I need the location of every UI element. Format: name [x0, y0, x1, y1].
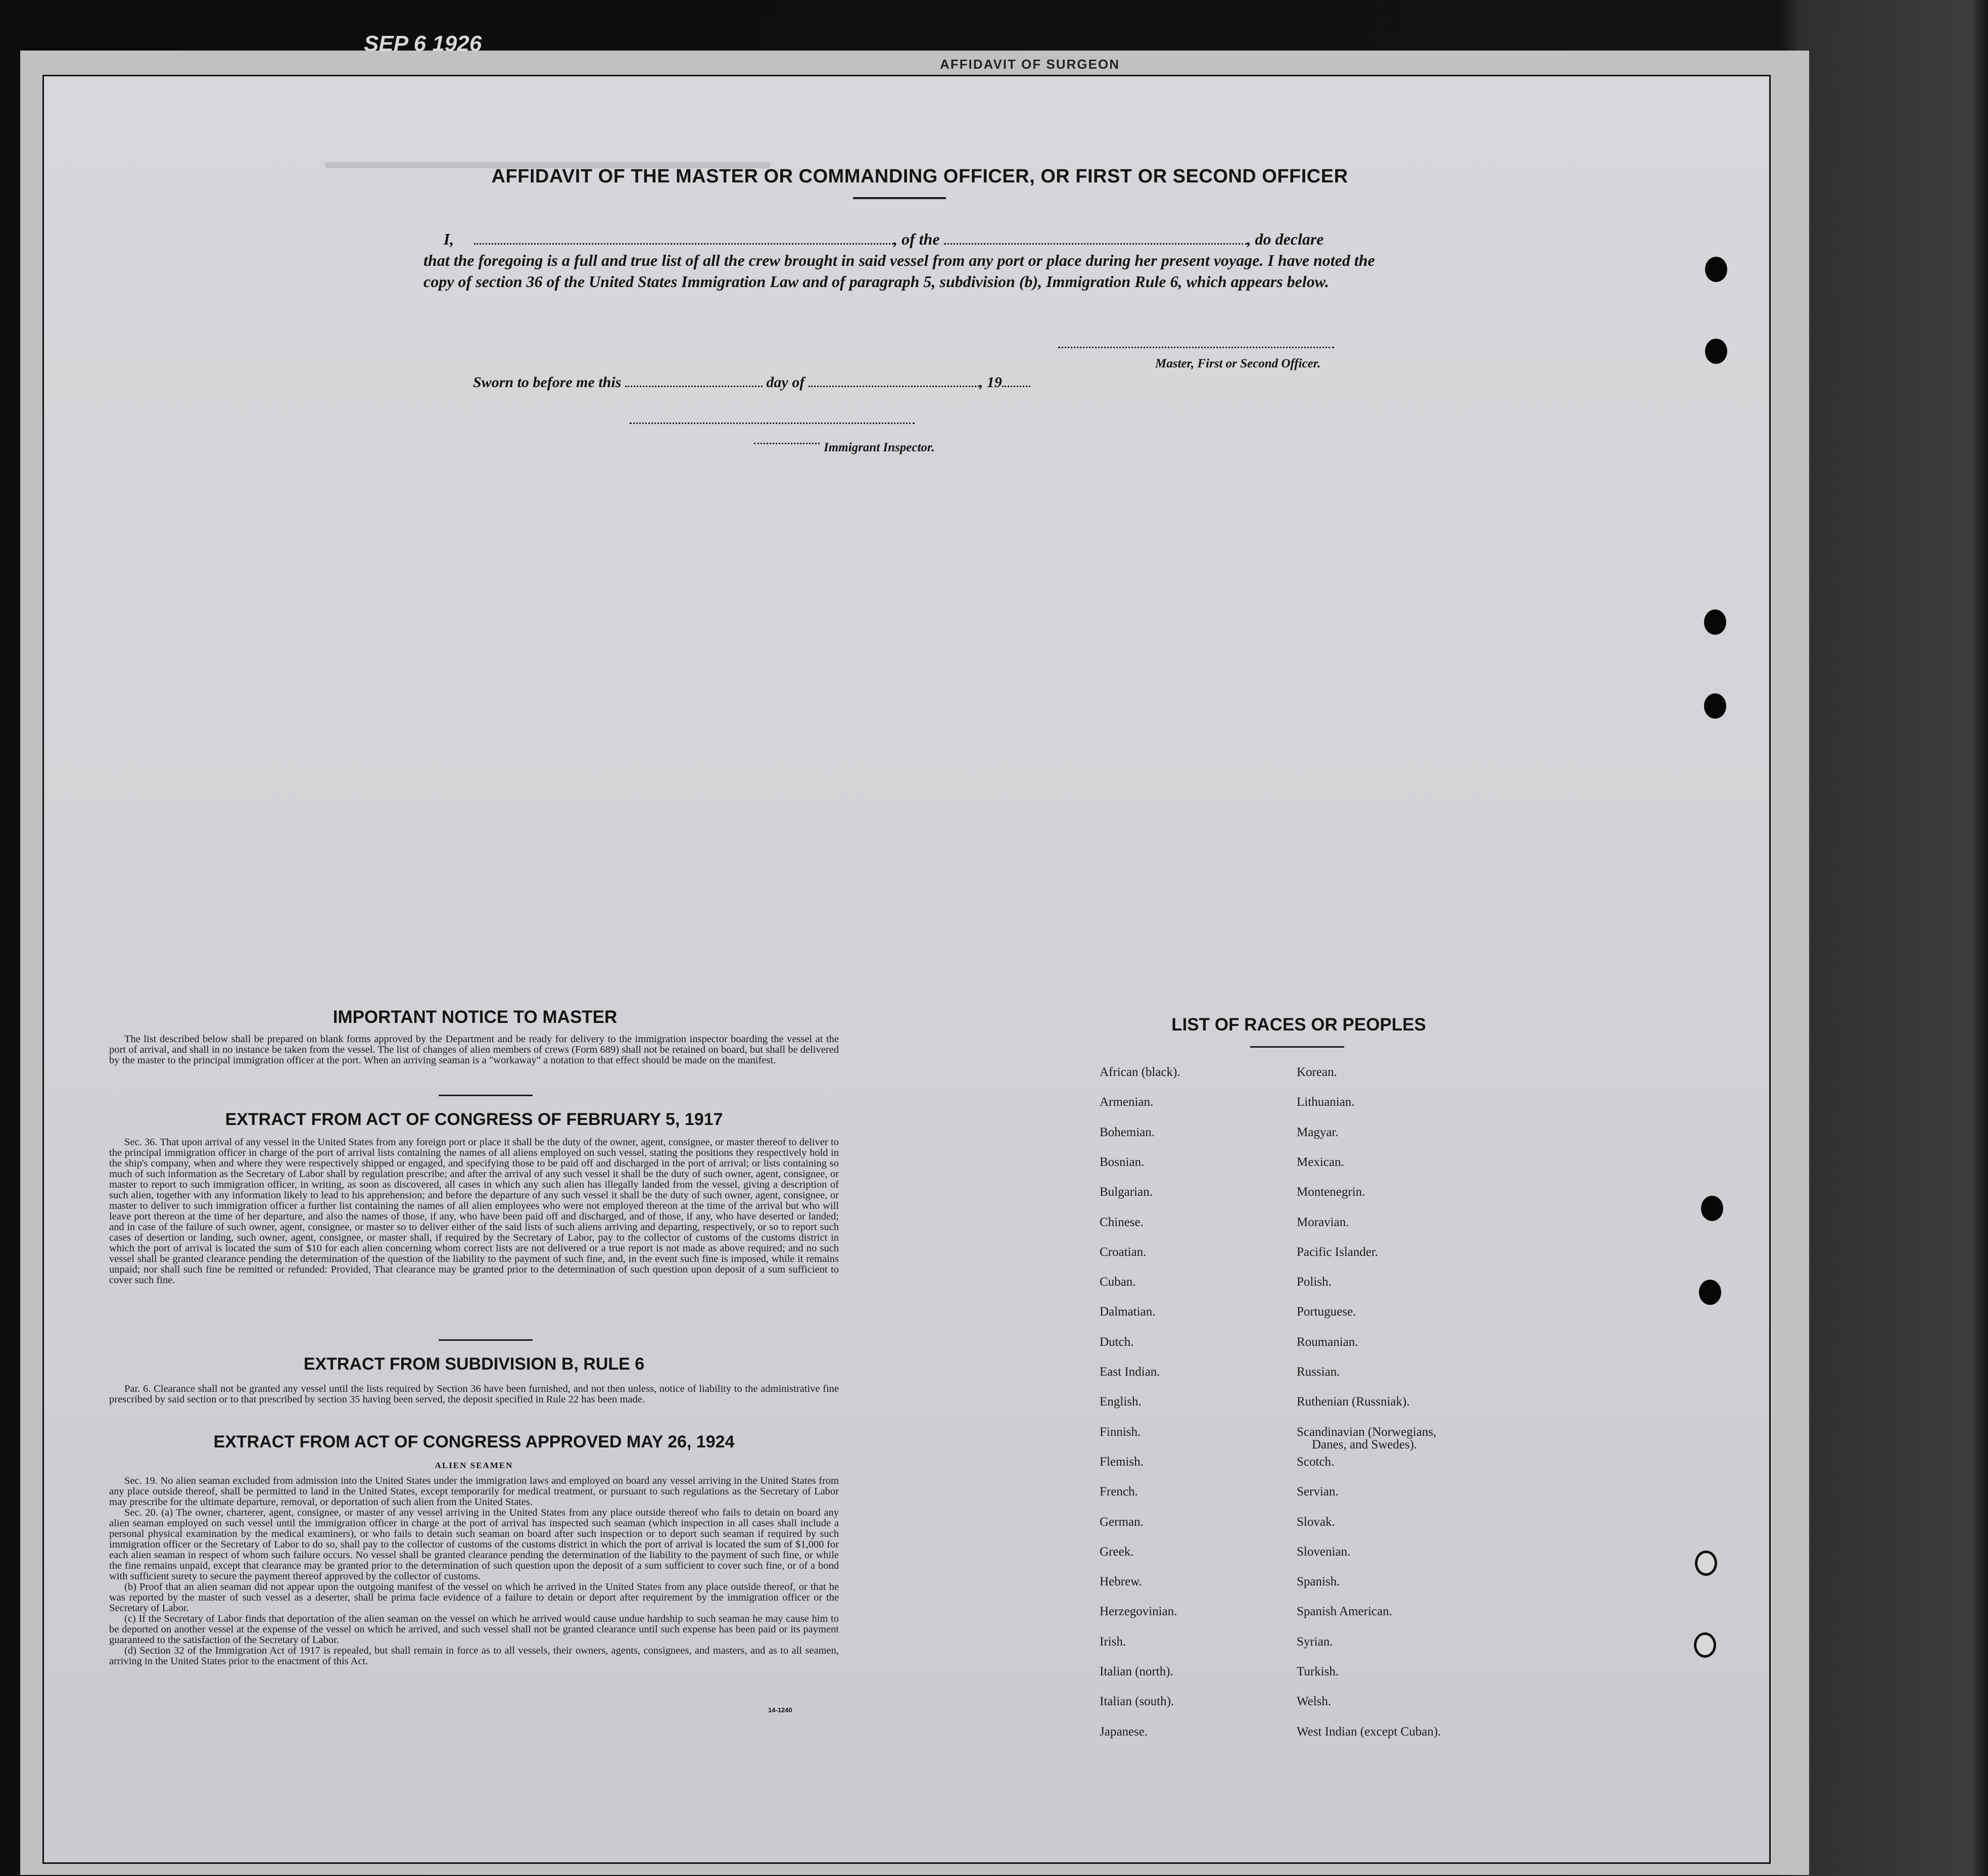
race-item: Pacific Islander. [1297, 1245, 1379, 1259]
inspector-short-line [754, 443, 820, 444]
extract-1924-text [109, 1476, 839, 1667]
paragraph-6: Par. 6. Clearance shall not be granted any vessel until the lists required by Section 36 have been furnished, and not then unless, notice of liability to the administrative fine prescribed by said section or to that prescribed by section 35 having been served, the deposit specified in Rule 22 has been made. [109, 1383, 839, 1405]
race-item: Scandinavian (Norwegians, [1297, 1425, 1437, 1439]
race-item: German. [1100, 1515, 1144, 1529]
declaration-declare: , do declare [1247, 230, 1324, 248]
race-item: Herzegovinian. [1100, 1605, 1177, 1618]
section-36-paragraph: Sec. 36. That upon arrival of any vessel in the United States from any foreign port or place it shall be the duty of the owner, agent, consignee, or master thereof to deliver to the principal immigration officer in charge of the port of arrival lists containing the names of all aliens employed on such vessel, stating the positions they respectively hold in the ship's company, when and where they were respectively shipped or engaged, and specifying those to be paid off and discharged in the port of arrival; or lists containing so much of such information as the Secretary of Labor shall by regulation prescribe; and after the arrival of any such vessel it shall be the duty of such owner, agent, consignee, or master to report to such immigration officer, in writing, as soon as discovered, all cases in which any such alien has illegally landed from the vessel, giving a description of such alien, together with any information likely to lead to his apprehension; and before the departure of any such vessel it shall be the duty of such owner, agent, consignee, or master to deliver to such immigration officer a further list containing the names of all alien employees who were not employed thereon at the time of the arrival but who will leave port thereon at the time of her departure, and also the names of those, if any, who have been paid off and discharged, and of those, if any, who have deserted or landed; and in case of the failure of such owner, agent, consignee, or master so to deliver either of the said lists of such aliens arriving and departing, respectively, or so to report such cases of desertion or landing, such owner, agent, consignee, or master shall, if required by the Secretary of Labor, pay to the collector of customs of the customs district in which the port of arrival is located the sum of $10 for each alien concerning whom correct lists are not delivered or a true report is not made as above required; and no such vessel shall be granted clearance pending the determination of the question of the liability to the payment of such fine, and, in the event such fine is imposed, while it remains unpaid; nor shall such fine be remitted or refunded: Provided, That clearance may be granted prior to the determination of such question upon deposit of a sum sufficient to cover such fine. [109, 1137, 839, 1286]
race-item: French. [1100, 1485, 1138, 1498]
race-item: Danes, and Swedes). [1312, 1438, 1417, 1451]
affidavit-title: AFFIDAVIT OF THE MASTER OR COMMANDING OFFICER, OR FIRST OR SECOND OFFICER [491, 166, 1348, 187]
master-signature-line[interactable] [1058, 347, 1334, 348]
race-item: Chinese. [1100, 1215, 1144, 1229]
extract-1924-title: EXTRACT FROM ACT OF CONGRESS APPROVED MAY 26, 1924 [213, 1432, 735, 1451]
declaration-of-the: , of the [893, 230, 940, 248]
race-item: Montenegrin. [1297, 1185, 1365, 1199]
race-item: Bulgarian. [1100, 1185, 1153, 1199]
race-item: Polish. [1297, 1275, 1332, 1289]
form-number: 14-1240 [768, 1706, 792, 1714]
date-stamp: SEP 6 1926 [364, 31, 482, 56]
race-item: Croatian. [1100, 1245, 1147, 1259]
section-20d-paragraph: (d) Section 32 of the Immigration Act of 1917 is repealed, but shall remain in force as to all vessels, their owners, agents, consignees, and masters, and as to all seamen, arriving in the United States prior to the enactment of this Act. [109, 1645, 839, 1667]
punch-hole [1704, 693, 1726, 719]
race-item: Hebrew. [1100, 1575, 1142, 1588]
bleed-through-text: ▬▬▬▬▬▬▬▬▬▬▬▬▬▬▬▬▬▬▬▬▬▬ [325, 151, 770, 173]
race-item: Scotch. [1297, 1455, 1335, 1469]
race-item: Cuban. [1100, 1275, 1136, 1289]
race-item: Lithuanian. [1297, 1095, 1355, 1109]
punch-hole [1705, 257, 1727, 282]
race-item: Spanish American. [1297, 1605, 1392, 1618]
race-item: Turkish. [1297, 1665, 1339, 1678]
race-item: Welsh. [1297, 1695, 1332, 1708]
sworn-day-blank[interactable] [625, 374, 763, 387]
punch-hole [1701, 1196, 1723, 1221]
race-item: Finnish. [1100, 1425, 1141, 1439]
extract-1917-text [109, 1137, 839, 1286]
race-item: Moravian. [1297, 1215, 1349, 1229]
underlying-page-header: AFFIDAVIT OF SURGEON [940, 57, 1120, 72]
race-item: East Indian. [1100, 1365, 1160, 1379]
sworn-month-blank[interactable] [809, 374, 979, 387]
name-blank[interactable] [474, 232, 893, 245]
section-divider [439, 1339, 533, 1341]
section-20a-paragraph: Sec. 20. (a) The owner, charterer, agent, consignee, or master of any vessel arriving in the United States from any place outside thereof who fails to detain on board any alien seaman employed on such vessel until the immigration officer in charge at the port of arrival has inspected such seaman (which inspection in all cases shall include a personal physical examination by the medical examiners), or who fails to detain such seaman on board after such inspection or to deport such seaman if required by such immigration officer or the Secretary of Labor to do so, shall pay to the collector of customs of the customs district in which the port of arrival is located the sum of $1,000 for each alien seaman in respect of whom such failure occurs. No vessel shall be granted clearance pending the determination of the liability to the payment of such fine, or while the fine remains unpaid, except that clearance may be granted prior to the determination of such question upon the deposit of a sum sufficient to cover such fine, or of a bond with sufficient surety to secure the payment thereof approved by the collector of customs. [109, 1507, 839, 1582]
race-item: Italian (north). [1100, 1665, 1173, 1678]
race-item: Korean. [1297, 1065, 1337, 1079]
race-item: Magyar. [1297, 1125, 1339, 1139]
race-item: Dalmatian. [1100, 1305, 1156, 1319]
sworn-year-blank[interactable] [1002, 374, 1030, 387]
declaration-i: I, [443, 230, 454, 248]
race-item: Syrian. [1297, 1635, 1333, 1649]
race-item: Armenian. [1100, 1095, 1154, 1109]
declaration-body: that the foregoing is a full and true list of all the crew brought in said vessel from any port or place during her present voyage. I have noted the copy of section 36 of the United States Immigration Law and of paragraph 5, subdivision (b), Immigration Rule 6, which appears below. [423, 251, 1375, 291]
section-divider [439, 1095, 533, 1096]
race-item: Roumanian. [1297, 1335, 1358, 1349]
notice-text [109, 1034, 839, 1066]
sworn-prefix: Sworn to before me this [473, 374, 622, 391]
race-item: Greek. [1100, 1545, 1134, 1559]
race-item: Italian (south). [1100, 1695, 1174, 1708]
inspector-signature-line[interactable] [630, 423, 915, 424]
race-item: Flemish. [1100, 1455, 1144, 1469]
master-signature-label: Master, First or Second Officer. [1155, 357, 1321, 370]
race-item: West Indian (except Cuban). [1297, 1725, 1441, 1739]
races-title: LIST OF RACES OR PEOPLES [1171, 1015, 1426, 1035]
extract-rule6-title: EXTRACT FROM SUBDIVISION B, RULE 6 [303, 1354, 645, 1374]
race-item: African (black). [1100, 1065, 1180, 1079]
race-item: Russian. [1297, 1365, 1340, 1379]
extract-rule6-text [109, 1384, 839, 1405]
race-item: Servian. [1297, 1485, 1339, 1498]
vessel-blank[interactable] [944, 232, 1247, 245]
sworn-day-of: day of [766, 374, 805, 391]
races-title-divider [1250, 1046, 1344, 1048]
race-item: English. [1100, 1395, 1142, 1409]
race-item: Spanish. [1297, 1575, 1340, 1588]
race-item: Bohemian. [1100, 1125, 1155, 1139]
punch-hole [1704, 609, 1726, 635]
extract-1917-title: EXTRACT FROM ACT OF CONGRESS OF FEBRUARY 5, 1917 [225, 1110, 723, 1129]
affidavit-declaration [423, 228, 1379, 292]
punch-hole [1699, 1280, 1721, 1305]
section-19-paragraph: Sec. 19. No alien seaman excluded from admission into the United States under the immigration laws and employed on board any vessel arriving in the United States from any place outside thereof, shall be permitted to land in the United States, except temporarily for medical treatment, or pursuant to such regulations as the Secretary of Labor may prescribe for the ultimate departure, removal, or deportation of such alien from the United States. [109, 1475, 839, 1508]
notice-title: IMPORTANT NOTICE TO MASTER [333, 1007, 618, 1027]
punch-hole [1705, 339, 1727, 364]
race-item: Portuguese. [1297, 1305, 1356, 1319]
punch-hole [1694, 1632, 1716, 1658]
section-20c-paragraph: (c) If the Secretary of Labor finds that deportation of the alien seaman on the vessel on which he arrived would cause undue hardship to such seaman he may cause him to be deported on another vessel at the expense of the vessel on which he arrived, and such vessel shall not be granted clearance until such expense has been paid or its payment guaranteed to the satisfaction of the Secretary of Labor. [109, 1613, 839, 1646]
race-item: Slovak. [1297, 1515, 1335, 1529]
race-item: Japanese. [1100, 1725, 1148, 1739]
title-divider [853, 197, 946, 199]
declaration-first-line [423, 228, 1379, 250]
alien-seamen-subtitle: ALIEN SEAMEN [435, 1461, 513, 1470]
race-item: Dutch. [1100, 1335, 1134, 1349]
race-item: Irish. [1100, 1635, 1126, 1649]
punch-hole [1695, 1551, 1717, 1576]
race-item: Slovenian. [1297, 1545, 1351, 1559]
sworn-statement [473, 374, 1030, 391]
notice-paragraph: The list described below shall be prepared on blank forms approved by the Department and be ready for delivery to the immigration inspector boarding the vessel at the port of arrival, and shall in no instance be taken from the vessel. The list of changes of alien members of crews (Form 689) shall not be retained on board, but shall be delivered by the master to the principal immigration officer at the port. When an arriving seaman is a "workaway" a notation to that effect should be made on the manifest. [109, 1034, 839, 1066]
race-item: Mexican. [1297, 1155, 1344, 1169]
sworn-year-prefix: , 19 [979, 374, 1002, 391]
inspector-signature-label: Immigrant Inspector. [824, 441, 935, 454]
section-20b-paragraph: (b) Proof that an alien seaman did not appear upon the outgoing manifest of the vessel on which he arrived in the United States from any place outside thereof, or that he was reported by the master of such vessel as a deserter, shall be prima facie evidence of a failure to detain or deport after requirement by the immigration officer or the Secretary of Labor. [109, 1581, 839, 1614]
race-item: Bosnian. [1100, 1155, 1145, 1169]
race-item: Ruthenian (Russniak). [1297, 1395, 1410, 1409]
